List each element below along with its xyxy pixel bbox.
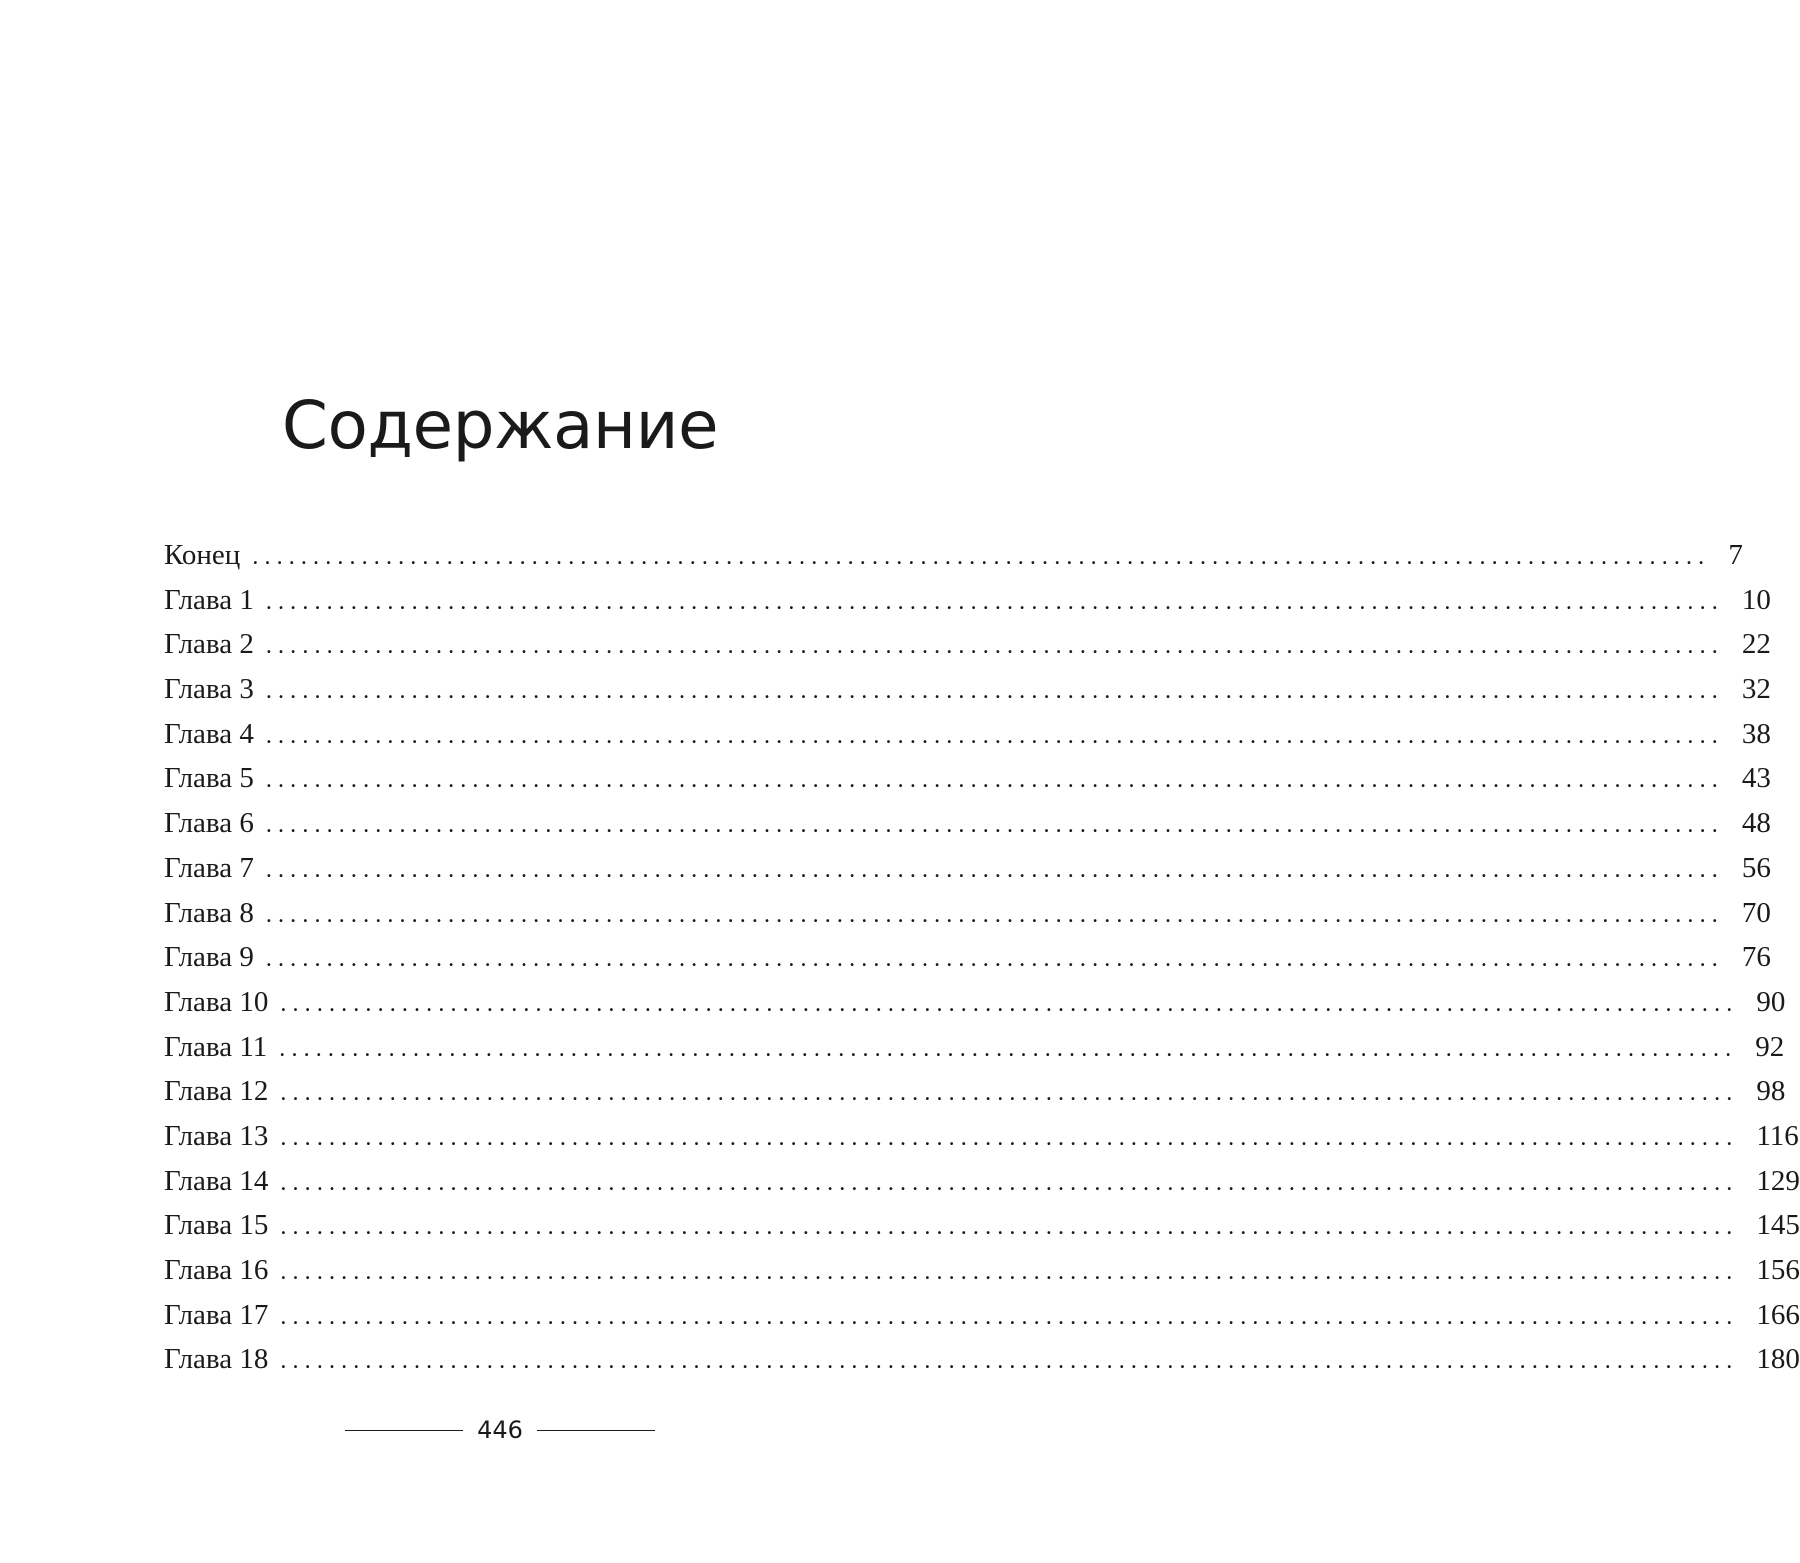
toc-entry[interactable] [164, 533, 1743, 578]
toc-entry-page: 156 [1756, 1254, 1800, 1286]
toc-dot-leader: ........................................................................................................................ [280, 1259, 1739, 1285]
toc-entry-page: 145 [1756, 1209, 1800, 1242]
toc-entry-page: 32 [1741, 673, 1771, 706]
toc-dot-leader: ........................................................................................................................ [265, 856, 1724, 883]
toc-entry[interactable] [164, 1159, 1800, 1204]
toc-entry-label: Глава 14 [164, 1164, 269, 1197]
toc-entry-page: 98 [1756, 1075, 1786, 1108]
toc-dot-leader: ........................................................................................................................ [280, 1214, 1739, 1241]
toc-entry[interactable] [164, 891, 1771, 936]
toc-entry-label: Глава 4 [164, 717, 254, 750]
toc-entry[interactable] [164, 1248, 1800, 1293]
toc-entry[interactable] [164, 801, 1771, 846]
toc-dot-leader: ........................................................................................................................ [280, 1080, 1739, 1107]
toc-entry-page: 43 [1741, 762, 1771, 795]
toc-entry-label: Глава 8 [164, 896, 254, 929]
toc-dot-leader: ........................................................................................................................ [265, 812, 1724, 839]
toc-entry[interactable] [164, 667, 1771, 712]
toc-dot-leader: ........................................................................................................................ [265, 901, 1724, 928]
toc-entry[interactable] [164, 1025, 1785, 1070]
toc-entry-page: 76 [1741, 941, 1771, 974]
page-footer [0, 1416, 1000, 1444]
toc-entry[interactable] [164, 622, 1771, 667]
footer-rule-left [345, 1430, 463, 1431]
toc-entry-page: 10 [1741, 583, 1771, 616]
toc-entry-page: 116 [1756, 1119, 1799, 1152]
toc-entry-page: 166 [1756, 1298, 1800, 1331]
toc-dot-leader: ........................................................................................................................ [280, 1303, 1739, 1330]
toc-entry-label: Глава 12 [164, 1075, 269, 1108]
toc-entry[interactable] [164, 1114, 1799, 1159]
toc-entry-label: Глава 9 [164, 941, 254, 974]
toc-entry-label: Глава 17 [164, 1298, 269, 1331]
toc-entry-label: Глава 1 [164, 583, 254, 616]
toc-dot-leader: ........................................................................................................................ [265, 678, 1724, 705]
toc-entry[interactable] [164, 1337, 1800, 1382]
table-of-contents [164, 533, 1800, 1382]
toc-dot-leader: ........................................................................................................................ [265, 722, 1724, 749]
toc-dot-leader: ........................................................................................................................ [265, 946, 1724, 973]
toc-entry-label: Глава 11 [164, 1030, 268, 1063]
toc-entry-page: 70 [1741, 896, 1771, 929]
toc-entry-label: Глава 6 [164, 807, 254, 840]
toc-entry-label: Глава 5 [164, 762, 254, 795]
toc-entry[interactable] [164, 712, 1771, 757]
toc-entry-label: Глава 13 [164, 1119, 269, 1152]
toc-dot-leader: ........................................................................................................................ [280, 990, 1739, 1017]
toc-entry[interactable] [164, 756, 1771, 801]
toc-dot-leader: ........................................................................................................................ [279, 1035, 1738, 1062]
page-number: 446 [477, 1416, 523, 1444]
toc-entry[interactable] [164, 1293, 1800, 1338]
toc-entry-label: Глава 16 [164, 1254, 269, 1286]
toc-entry[interactable] [164, 578, 1771, 623]
toc-entry-page: 92 [1755, 1030, 1785, 1063]
toc-entry-page: 7 [1728, 539, 1743, 571]
toc-entry-label: Глава 7 [164, 851, 254, 884]
toc-entry-page: 129 [1756, 1164, 1800, 1197]
toc-entry-label: Глава 10 [164, 985, 269, 1018]
toc-entry-page: 90 [1756, 985, 1786, 1018]
toc-entry-page: 22 [1741, 628, 1771, 661]
toc-dot-leader: ........................................................................................................................ [252, 544, 1711, 570]
toc-entry-label: Конец [164, 539, 241, 571]
toc-entry-page: 48 [1741, 807, 1771, 840]
toc-entry[interactable] [164, 1069, 1786, 1114]
toc-entry-label: Глава 3 [164, 673, 254, 706]
toc-dot-leader: ........................................................................................................................ [265, 767, 1724, 794]
toc-dot-leader: ........................................................................................................................ [280, 1124, 1739, 1151]
toc-entry[interactable] [164, 846, 1771, 891]
toc-dot-leader: ........................................................................................................................ [265, 633, 1724, 660]
toc-entry[interactable] [164, 935, 1771, 980]
toc-entry-page: 38 [1741, 717, 1771, 750]
page-title: Содержание [281, 387, 719, 464]
toc-entry-page: 180 [1756, 1343, 1800, 1376]
footer-rule-right [537, 1430, 655, 1431]
toc-entry-label: Глава 18 [164, 1343, 269, 1376]
toc-entry-label: Глава 2 [164, 628, 254, 661]
toc-entry[interactable] [164, 980, 1786, 1025]
toc-dot-leader: ........................................................................................................................ [265, 588, 1724, 615]
toc-entry-label: Глава 15 [164, 1209, 269, 1242]
toc-dot-leader: ........................................................................................................................ [280, 1169, 1739, 1196]
toc-entry-page: 56 [1741, 851, 1771, 884]
toc-dot-leader: ........................................................................................................................ [280, 1348, 1739, 1375]
toc-entry[interactable] [164, 1203, 1800, 1248]
